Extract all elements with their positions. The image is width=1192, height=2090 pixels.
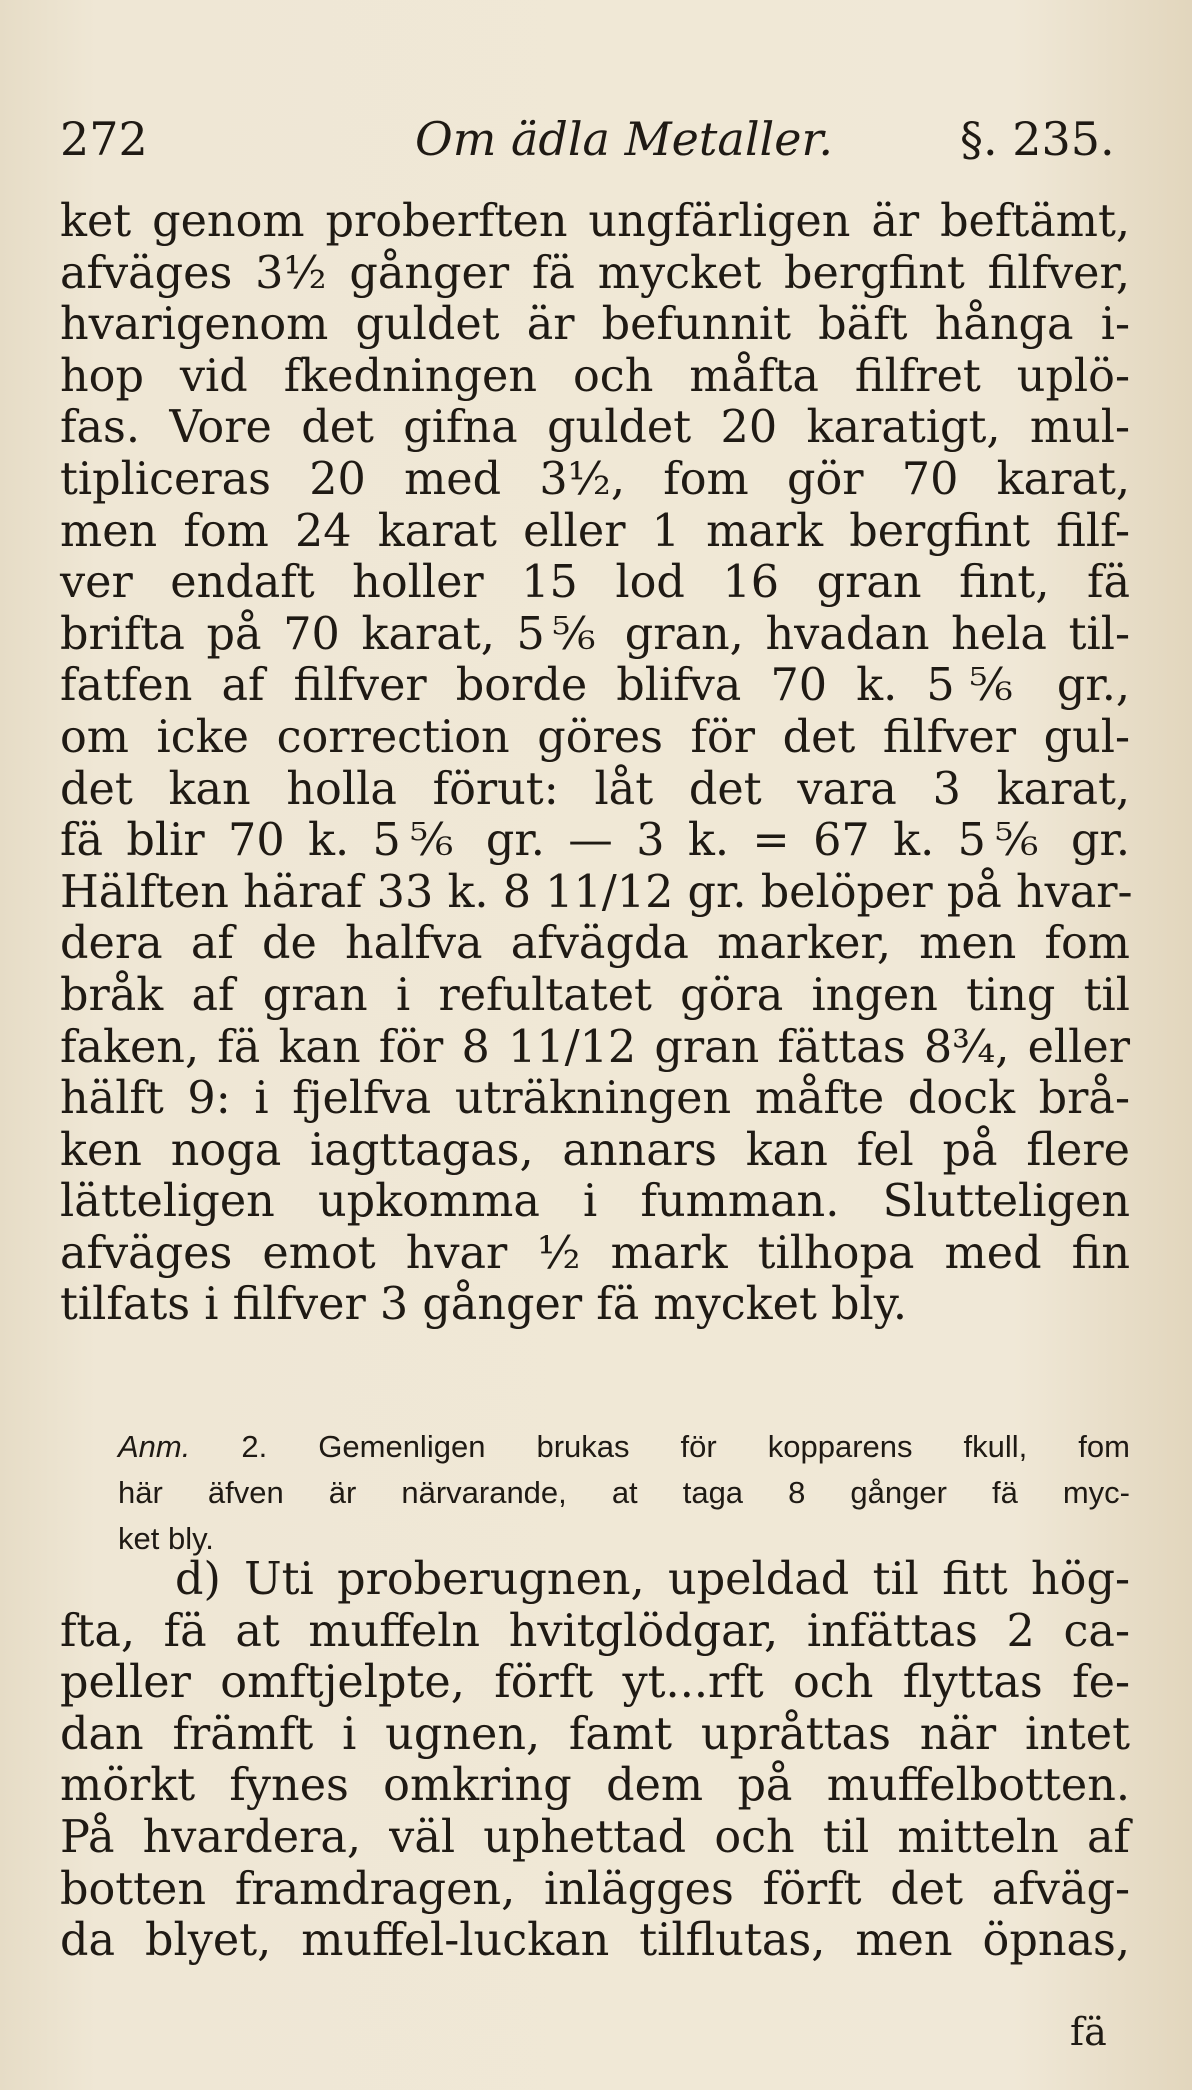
text-line: mörkt fynes omkring dem på muffelbotten. <box>60 1760 1130 1812</box>
text-line: tilfats i filfver 3 gånger fä mycket bly. <box>60 1279 908 1331</box>
annotation-note <box>60 1424 1130 1562</box>
section-number: §. 235. <box>960 112 1115 166</box>
text-line: fatfen af filfver borde blifva 70 k. 5⅚ gr., <box>60 660 1130 712</box>
catchword: fä <box>1070 2010 1107 2054</box>
text-line: om icke correction göres för det filfver gul- <box>60 711 1130 763</box>
text-line: fas. Vore det gifna guldet 20 karatigt, mul- <box>60 402 1130 454</box>
text-line: hälft 9: i fjelfva uträkningen måfte dock brå- <box>60 1073 1130 1125</box>
text-line: det kan holla förut: låt det vara 3 karat, <box>60 763 1130 815</box>
text-line: afväges 3½ gånger fä mycket bergfint filfver, <box>60 247 1130 299</box>
text-line: da blyet, muffel-luckan tilflutas, men öpnas, <box>60 1915 1130 1967</box>
note-line <box>60 1424 1130 1470</box>
text-line: brifta på 70 karat, 5⅚ gran, hvadan hela til- <box>60 608 1130 660</box>
text-line: bråk af gran i refultatet göra ingen ting til <box>60 969 1130 1021</box>
second-paragraph <box>60 1554 1130 1967</box>
text-line: d) Uti proberugnen, upeldad til fitt hög- <box>175 1554 1130 1605</box>
page-number: 272 <box>60 112 148 166</box>
text-line: Hälften häraf 33 k. 8 11/12 gr. belöper på hvar- <box>60 866 1133 918</box>
text-line: dan främft i ugnen, famt upråttas när intet <box>60 1708 1130 1760</box>
text-line: faken, fä kan för 8 11/12 gran fättas 8¾, eller <box>60 1021 1130 1073</box>
text-line: fta, fä at muffeln hvitglödgar, infättas 2 ca- <box>60 1605 1130 1657</box>
note-line: ket bly. <box>118 1521 214 1556</box>
text-line: peller omftjelpte, förft yt...rft och flyttas fe- <box>60 1657 1130 1709</box>
text-line: På hvardera, väl uphettad och til mitteln af <box>60 1811 1130 1863</box>
note-label: Anm. <box>118 1429 191 1464</box>
page-header <box>60 112 1140 182</box>
text-line: tipliceras 20 med 3½, fom gör 70 karat, <box>60 453 1130 505</box>
text-line: hvarigenom guldet är befunnit bäft hånga i- <box>60 299 1130 351</box>
text-line: ket genom proberften ungfärligen är beftämt, <box>60 196 1130 247</box>
text-line: botten framdragen, inlägges förft det afväg- <box>60 1863 1130 1915</box>
text-line: fä blir 70 k. 5⅚ gr. — 3 k. = 67 k. 5⅚ gr. <box>60 815 1130 867</box>
text-line: ken noga iagttagas, annars kan fel på flere <box>60 1124 1130 1176</box>
note-line: här äfven är närvarande, at taga 8 gånger fä myc- <box>118 1475 1130 1510</box>
text-line: dera af de halfva afvägda marker, men fom <box>60 918 1130 970</box>
text-line: ver endaft holler 15 lod 16 gran fint, fä <box>60 557 1130 609</box>
text-line: men fom 24 karat eller 1 mark bergfint filf- <box>60 505 1130 557</box>
text-line: lätteligen upkomma i fumman. Slutteligen <box>60 1176 1130 1228</box>
main-paragraph <box>60 196 1133 1331</box>
text-line: hop vid fkedningen och måfta filfret uplö- <box>60 350 1130 402</box>
text-line: afväges emot hvar ½ mark tilhopa med fin <box>60 1227 1130 1279</box>
note-text: 2. Gemenligen brukas för kopparens fkull, fom <box>241 1429 1130 1464</box>
running-title: Om ädla Metaller. <box>415 112 834 166</box>
